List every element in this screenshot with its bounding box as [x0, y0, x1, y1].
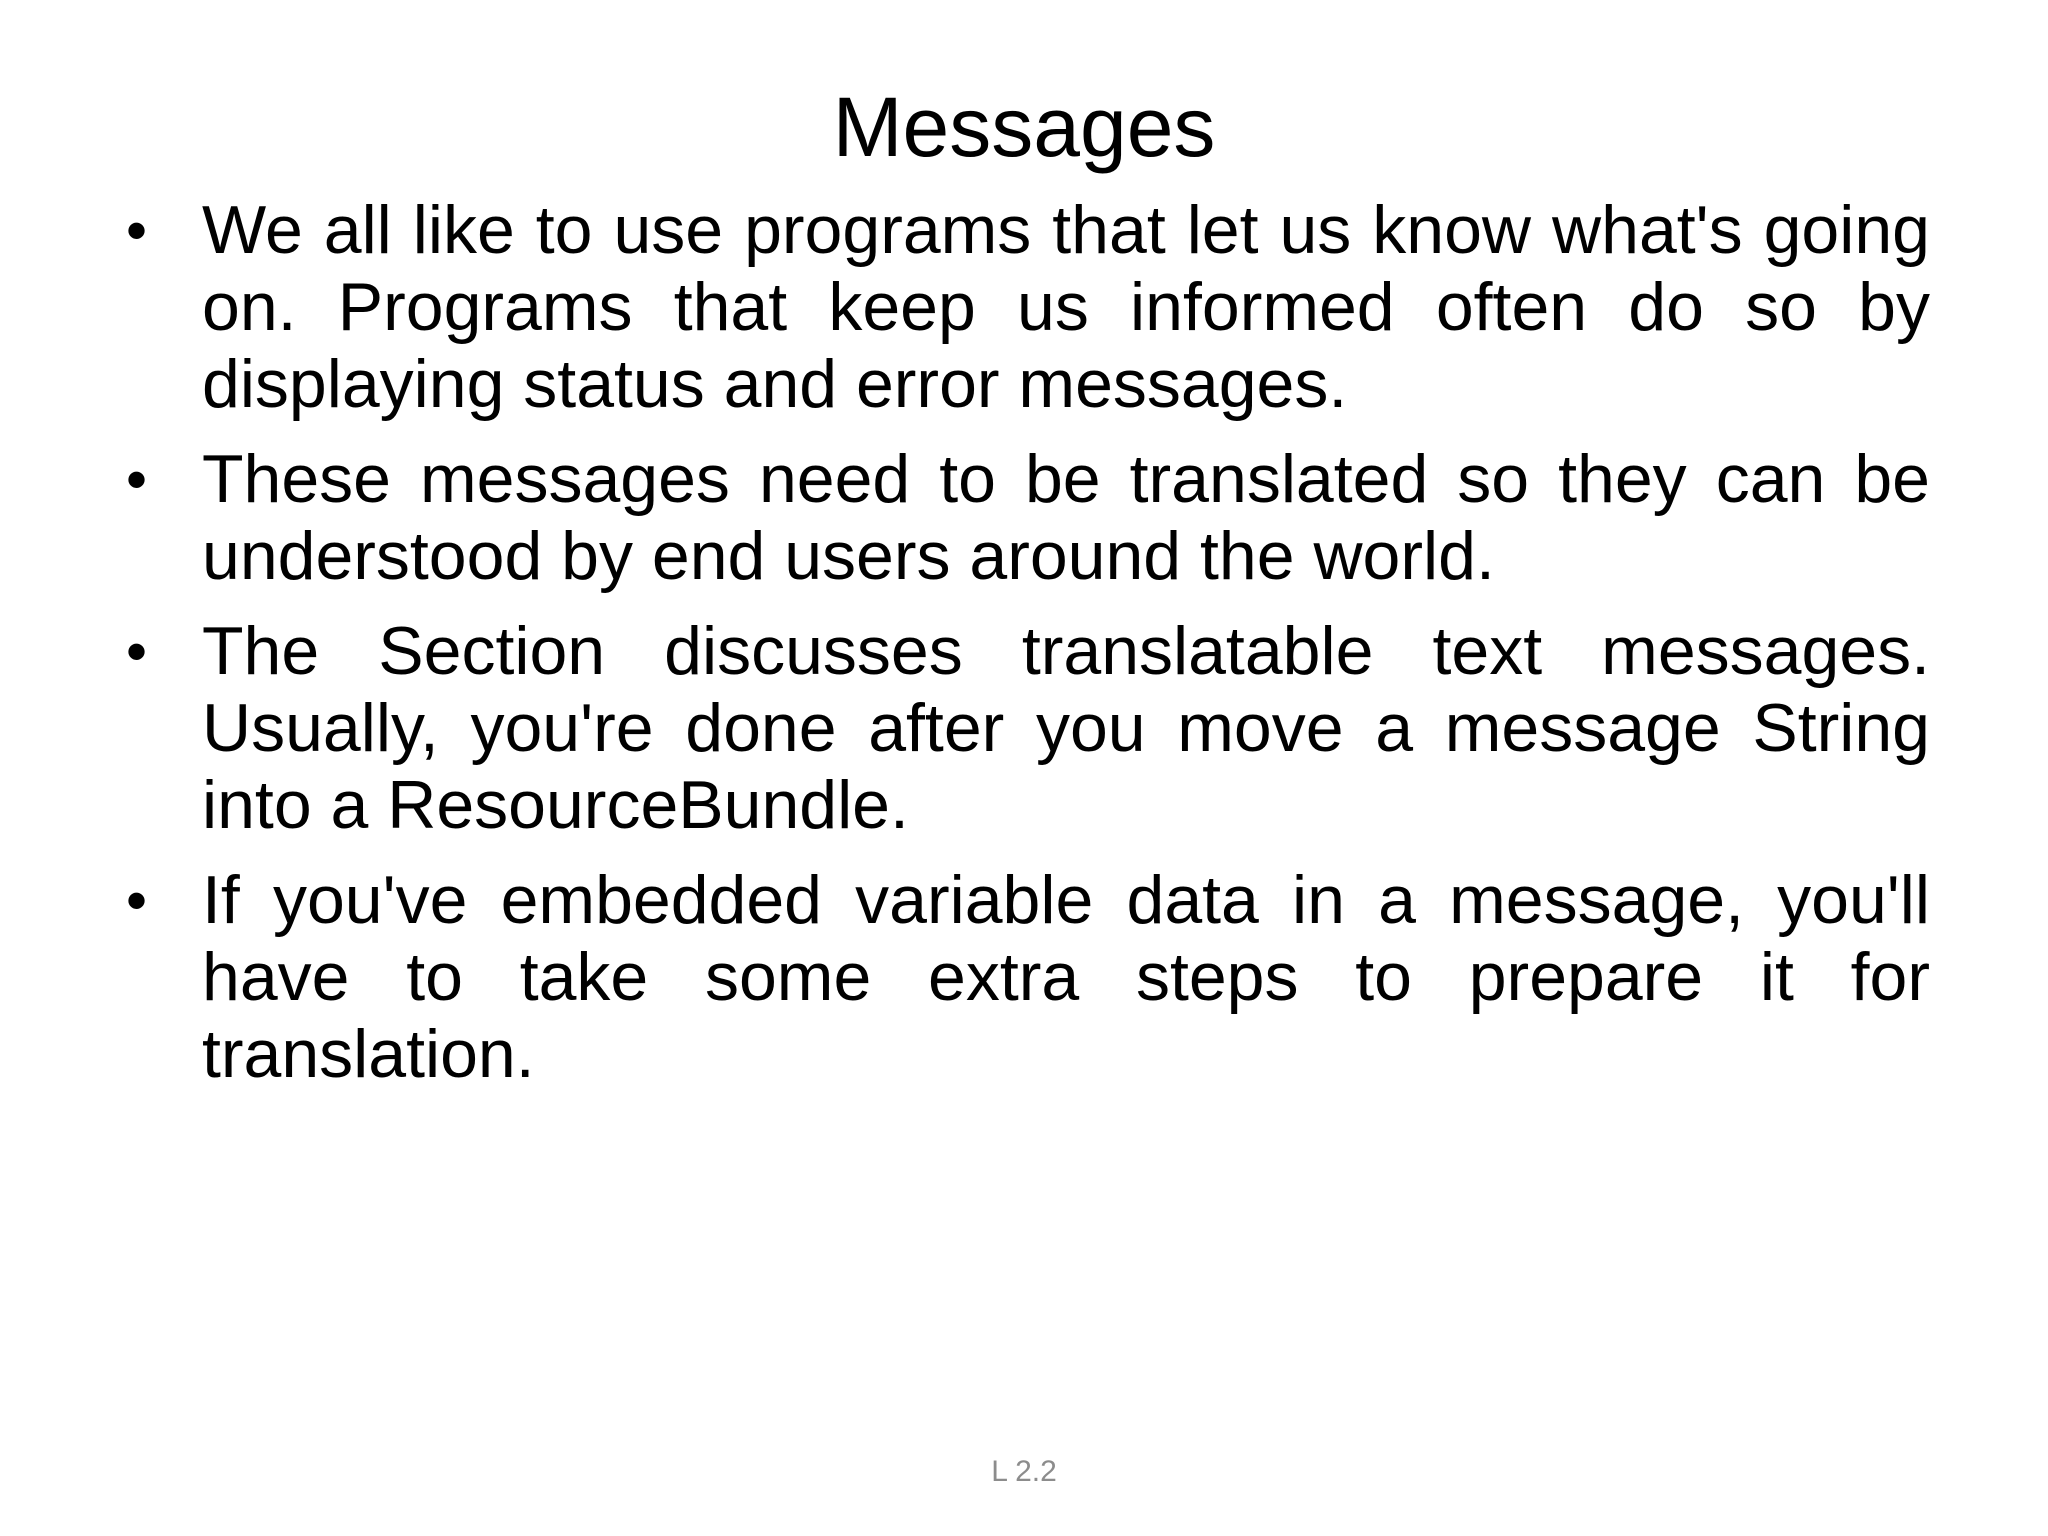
- bullet-item: [120, 862, 1930, 1093]
- bullet-item: [120, 192, 1930, 423]
- bullet-icon: •: [126, 867, 148, 934]
- bullet-icon: •: [126, 446, 148, 513]
- bullet-text: The Section discusses translatable text messages. Usually, you're done after you move a message String into a ResourceBundle.: [202, 613, 1930, 843]
- bullet-item: [120, 441, 1930, 595]
- bullet-icon: •: [126, 618, 148, 685]
- bullet-item: [120, 613, 1930, 844]
- bullet-icon: •: [126, 197, 148, 264]
- bullet-text: These messages need to be translated so they can be understood by end users around the world.: [202, 441, 1930, 594]
- bullet-text: If you've embedded variable data in a message, you'll have to take some extra steps to prepare it for translation.: [202, 862, 1930, 1092]
- slide-title: Messages: [832, 80, 1216, 174]
- bullet-list: [120, 192, 1930, 1111]
- bullet-text: We all like to use programs that let us know what's going on. Programs that keep us informed often do so by displaying status and error messages.: [202, 192, 1930, 422]
- slide-number: L 2.2: [991, 1455, 1057, 1488]
